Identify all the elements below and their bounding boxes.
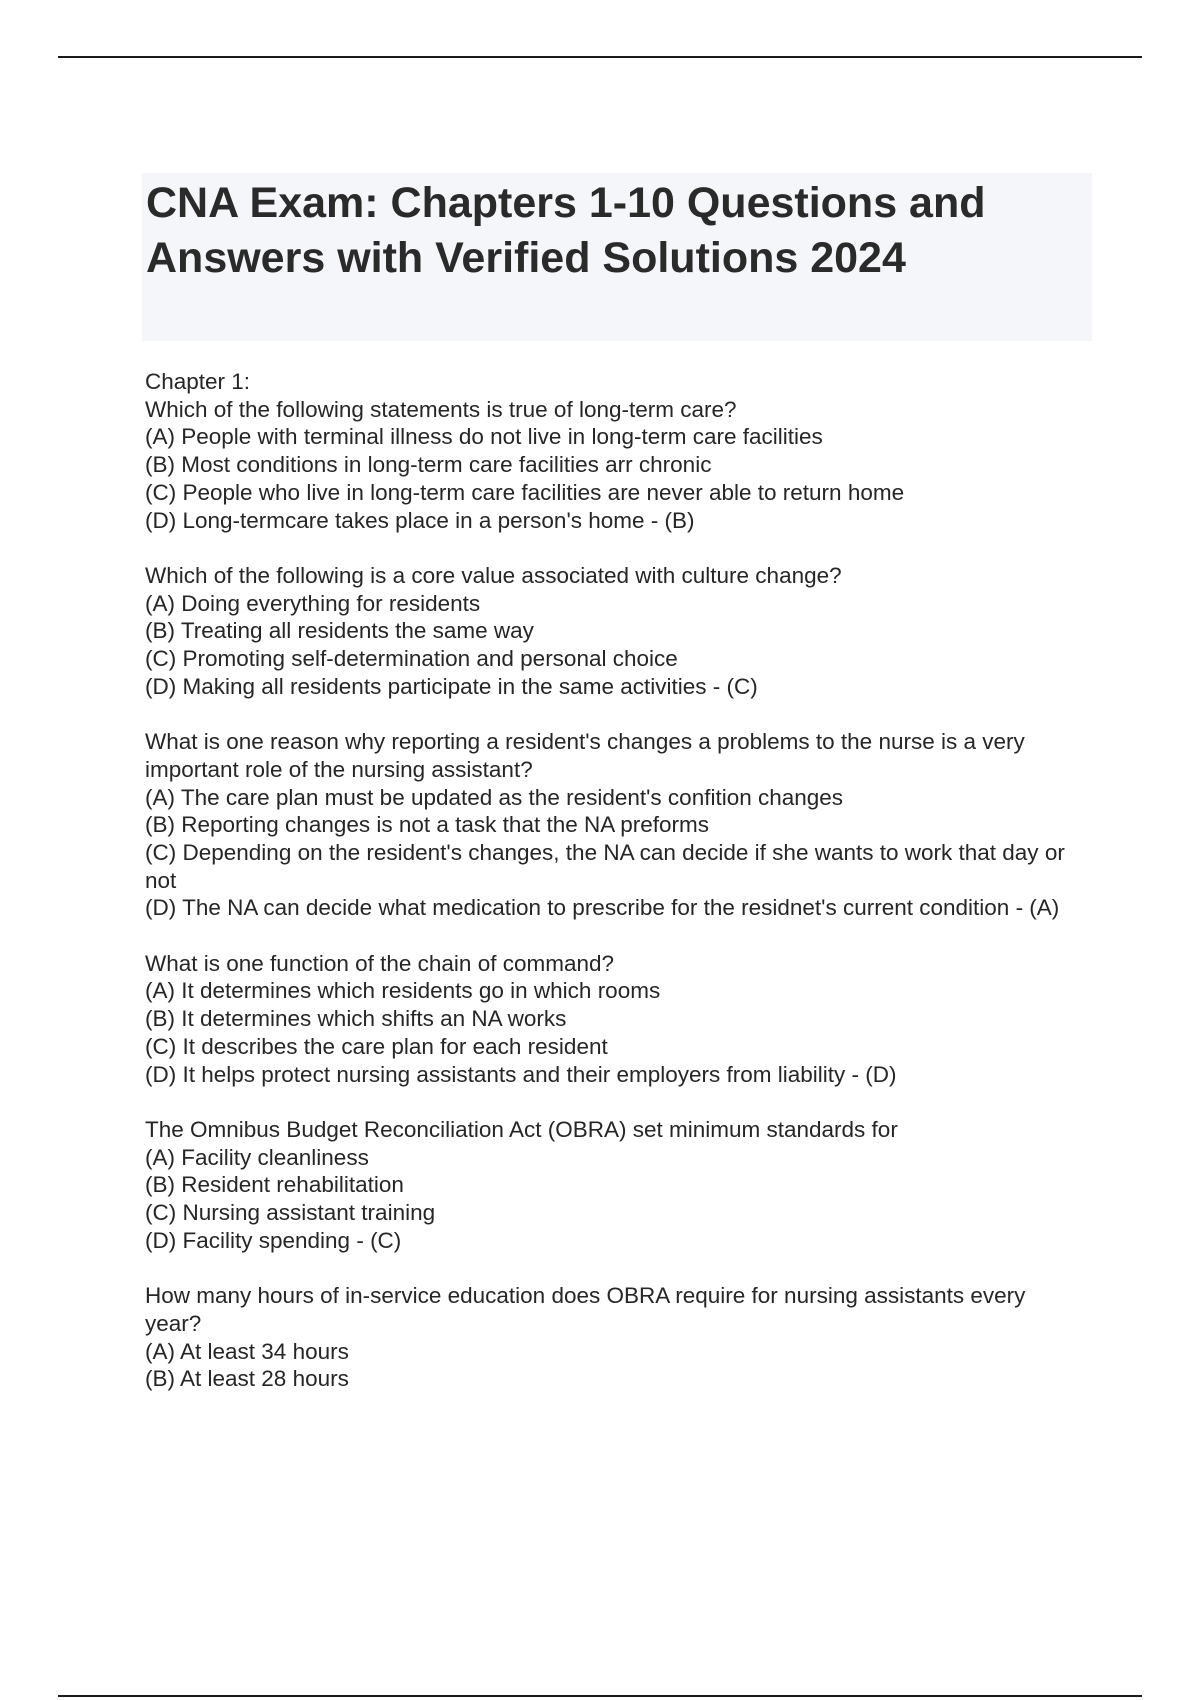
question-text: Which of the following statements is true of long-term care? bbox=[145, 396, 737, 422]
answer-option: (A) It determines which residents go in which rooms bbox=[145, 978, 661, 1004]
answer-option: (B) Resident rehabilitation bbox=[145, 1172, 404, 1198]
answer-option: (C) Promoting self-determination and personal choice bbox=[145, 646, 678, 672]
answer-option: (D) It helps protect nursing assistants and their employers from liability - (D) bbox=[145, 1061, 897, 1087]
question-text: Which of the following is a core value associated with culture change? bbox=[145, 562, 842, 588]
answer-option: (C) It describes the care plan for each resident bbox=[145, 1033, 608, 1059]
question-block bbox=[145, 1116, 1085, 1255]
answer-option: (D) Long-termcare takes place in a person's home - (B) bbox=[145, 507, 695, 533]
answer-option: (A) Facility cleanliness bbox=[145, 1144, 369, 1170]
bottom-rule bbox=[58, 1695, 1142, 1697]
answer-option: (A) The care plan must be updated as the resident's confition changes bbox=[145, 784, 844, 810]
document-title: CNA Exam: Chapters 1-10 Questions and Answers with Verified Solutions 2024 bbox=[146, 179, 986, 282]
answer-option: (D) The NA can decide what medication to prescribe for the residnet's current condition - (A) bbox=[145, 895, 1060, 921]
question-block bbox=[145, 1282, 1085, 1393]
answer-option: (A) Doing everything for residents bbox=[145, 590, 481, 616]
question-block bbox=[145, 562, 1085, 701]
question-text: What is one reason why reporting a resident's changes a problems to the nurse is a very important role of the nursing assistant? bbox=[145, 729, 1025, 782]
document-body bbox=[145, 368, 1085, 1421]
question-text: The Omnibus Budget Reconciliation Act (OBRA) set minimum standards for bbox=[145, 1116, 898, 1142]
answer-option: (B) Treating all residents the same way bbox=[145, 618, 534, 644]
question-block bbox=[145, 950, 1085, 1089]
answer-option: (C) Depending on the resident's changes, the NA can decide if she wants to work that day or not bbox=[145, 839, 1065, 893]
top-rule bbox=[58, 56, 1142, 58]
question-block bbox=[145, 728, 1085, 922]
answer-option: (B) It determines which shifts an NA works bbox=[145, 1006, 567, 1032]
answer-option: (B) At least 28 hours bbox=[145, 1366, 349, 1392]
answer-option: (C) Nursing assistant training bbox=[145, 1200, 436, 1226]
question-text: How many hours of in-service education does OBRA require for nursing assistants every year? bbox=[145, 1283, 1026, 1336]
answer-option: (D) Facility spending - (C) bbox=[145, 1227, 402, 1253]
answer-option: (B) Most conditions in long-term care facilities arr chronic bbox=[145, 452, 712, 478]
answer-option: (B) Reporting changes is not a task that the NA preforms bbox=[145, 812, 710, 838]
answer-option: (A) People with terminal illness do not live in long-term care facilities bbox=[145, 424, 823, 450]
chapter-label: Chapter 1: bbox=[145, 369, 251, 394]
question-text: What is one function of the chain of command? bbox=[145, 950, 615, 976]
answer-option: (A) At least 34 hours bbox=[145, 1338, 349, 1364]
question-block bbox=[145, 396, 1085, 535]
answer-option: (C) People who live in long-term care facilities are never able to return home bbox=[145, 479, 905, 505]
answer-option: (D) Making all residents participate in the same activities - (C) bbox=[145, 673, 758, 699]
